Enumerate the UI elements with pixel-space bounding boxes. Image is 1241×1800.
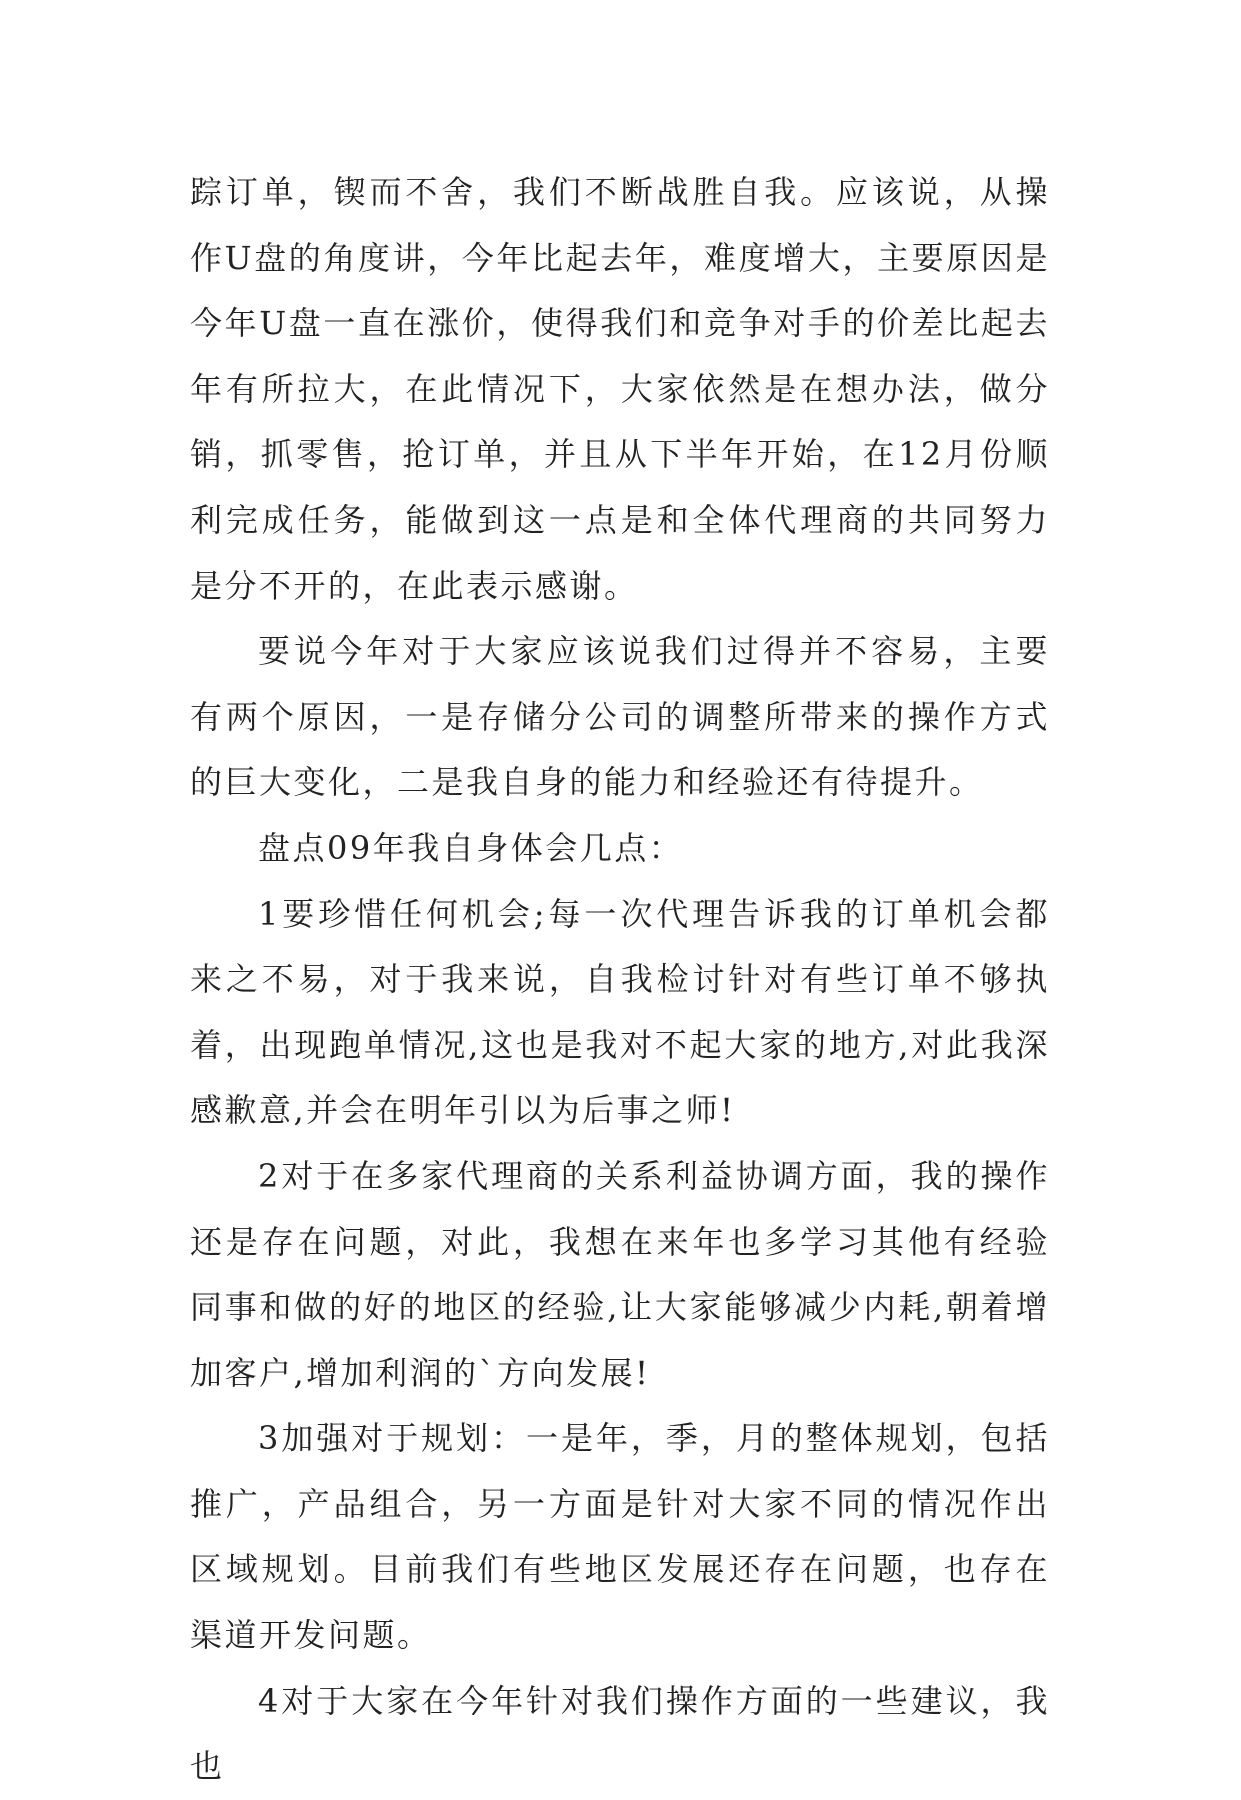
paragraph-point-3: 3加强对于规划：一是年，季，月的整体规划，包括推广，产品组合，另一方面是针对大家不同的情况作出区域规划。目前我们有些地区发展还存在问题，也存在渠道开发问题。 — [190, 1419, 1050, 1655]
document-body — [190, 160, 1050, 1800]
paragraph-continued: 踪订单，锲而不舍，我们不断战胜自我。应该说，从操作U盘的角度讲，今年比起去年，难度增大，主要原因是今年U盘一直在涨价，使得我们和竞争对手的价差比起去年有所拉大，在此情况下，大家依然是在想办法，做分销，抓零售，抢订单，并且从下半年开始，在12月份顺利完成任务，能做到这一点是和全体代理商的共同努力是分不开的，在此表示感谢。 — [190, 173, 1050, 605]
paragraph-summary-heading: 盘点09年我自身体会几点： — [258, 828, 684, 867]
paragraph-difficulties: 要说今年对于大家应该说我们过得并不容易，主要有两个原因，一是存储分公司的调整所带来的操作方式的巨大变化，二是我自身的能力和经验还有待提升。 — [190, 632, 1050, 802]
paragraph-point-2: 2对于在多家代理商的关系利益协调方面，我的操作还是存在问题，对此，我想在来年也多学习其他有经验同事和做的好的地区的经验,让大家能够减少内耗,朝着增加客户,增加利润的`方向发展! — [190, 1156, 1050, 1392]
paragraph-point-1: 1要珍惜任何机会;每一次代理告诉我的订单机会都来之不易，对于我来说，自我检讨针对有些订单不够执着，出现跑单情况,这也是我对不起大家的地方,对此我深感歉意,并会在明年引以为后事之师! — [190, 894, 1050, 1130]
paragraph-point-4: 4对于大家在今年针对我们操作方面的一些建议，我也 — [190, 1681, 1050, 1786]
